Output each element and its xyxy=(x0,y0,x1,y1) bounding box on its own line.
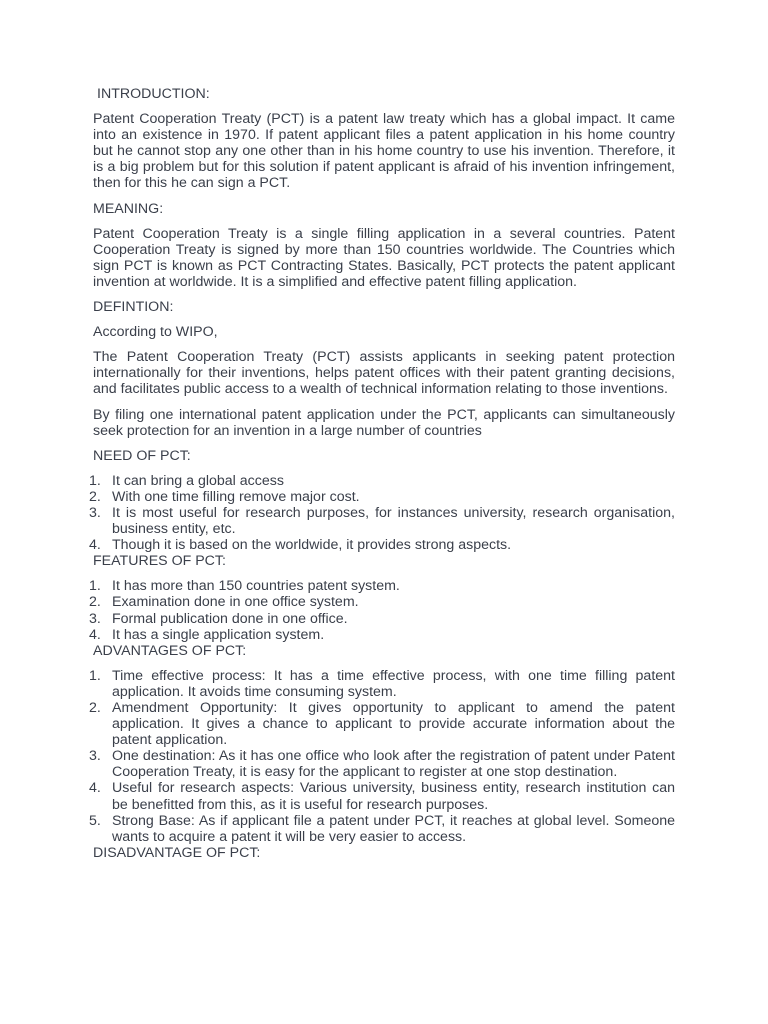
definition-heading: DEFINTION: xyxy=(93,299,174,316)
definition-paragraph-2: By filing one international patent application under the PCT, applicants can simultaneously seek protection for an invention in a large number of countries xyxy=(93,406,675,439)
advantages-list xyxy=(89,667,675,845)
list-item-number: 2. xyxy=(89,488,101,505)
list-item xyxy=(89,748,675,781)
advantages-heading: ADVANTAGES OF PCT: xyxy=(93,642,247,659)
definition-paragraph-1: The Patent Cooperation Treaty (PCT) assists applicants in seeking patent protection internationally for their inventions, helps patent offices with their patent granting decisions, and facilitates public access to a wealth of technical information relating to those inventions. xyxy=(93,349,675,398)
meaning-paragraph: Patent Cooperation Treaty is a single filling application in a several countries. Patent Cooperation Treaty is signed by more than 150 countries worldwide. The Countries which sign PCT is known as PCT Contracting States. Basically, PCT protects the patent applicant invention at worldwide. It is a simplified and effective patent filling application. xyxy=(93,225,675,290)
list-item-number: 4. xyxy=(89,537,101,554)
list-item-number: 1. xyxy=(89,472,101,489)
need-list xyxy=(89,472,675,554)
list-item-number: 3. xyxy=(89,504,101,521)
list-item xyxy=(89,488,675,505)
list-item xyxy=(89,812,675,845)
list-item-number: 2. xyxy=(89,700,101,716)
list-item-text: It has a single application system. xyxy=(112,626,325,643)
list-item-number: 3. xyxy=(89,748,101,765)
list-item-number: 4. xyxy=(89,780,101,797)
list-item-text: It is most useful for research purposes, for instances university, research organisation, business entity, etc. xyxy=(112,504,675,538)
list-item-text: Time effective process: It has a time effective process, with one time filling patent application. It avoids time consuming system. xyxy=(112,667,675,700)
list-item-text: One destination: As it has one office who look after the registration of patent under Patent Cooperation Treaty, it is easy for the applicant to register at one stop destination. xyxy=(112,748,675,781)
list-item-text: Strong Base: As if applicant file a patent under PCT, it reaches at global level. Someone wants to acquire a patent it will be very easier to access. xyxy=(112,812,675,845)
list-item xyxy=(89,667,675,700)
list-item-number: 5. xyxy=(89,812,101,829)
introduction-heading: INTRODUCTION: xyxy=(97,86,210,102)
list-item-text: With one time filling remove major cost. xyxy=(112,488,360,505)
introduction-paragraph: Patent Cooperation Treaty (PCT) is a patent law treaty which has a global impact. It came into an existence in 1970. If patent applicant files a patent application in his home country but he cannot stop any one other than in his home country to use his invention. Therefore, it is a big problem but for this solution if patent applicant is afraid of his invention infringement, then for this he can sign a PCT. xyxy=(93,111,675,192)
definition-source: According to WIPO, xyxy=(93,324,218,341)
list-item-text: Amendment Opportunity: It gives opportunity to applicant to amend the patent application. It gives a chance to applicant to provide accurate information about the patent application. xyxy=(112,700,675,749)
list-item xyxy=(89,780,675,813)
list-item-number: 4. xyxy=(89,626,101,643)
need-heading: NEED OF PCT: xyxy=(93,447,191,464)
list-item-number: 1. xyxy=(89,667,101,684)
list-item-number: 1. xyxy=(89,578,101,595)
list-item xyxy=(89,610,675,627)
disadvantage-heading: DISADVANTAGE OF PCT: xyxy=(93,844,261,861)
list-item-text: It can bring a global access xyxy=(112,472,284,489)
list-item-text: Examination done in one office system. xyxy=(112,594,359,611)
features-list xyxy=(89,578,675,643)
meaning-heading: MEANING: xyxy=(93,200,164,217)
list-item xyxy=(89,626,675,643)
list-item xyxy=(89,504,675,538)
list-item-text: Though it is based on the worldwide, it provides strong aspects. xyxy=(112,537,512,554)
list-item-number: 2. xyxy=(89,594,101,611)
list-item xyxy=(89,594,675,611)
document-page xyxy=(89,86,675,870)
features-heading: FEATURES OF PCT: xyxy=(93,553,226,570)
list-item xyxy=(89,472,675,489)
list-item xyxy=(89,700,675,749)
list-item xyxy=(89,578,675,595)
list-item-text: Useful for research aspects: Various university, business entity, research institution can be benefitted from this, as it is useful for research purposes. xyxy=(112,780,675,813)
list-item-number: 3. xyxy=(89,610,101,627)
list-item-text: Formal publication done in one office. xyxy=(112,610,348,627)
list-item-text: It has more than 150 countries patent system. xyxy=(112,578,400,595)
list-item xyxy=(89,537,675,554)
